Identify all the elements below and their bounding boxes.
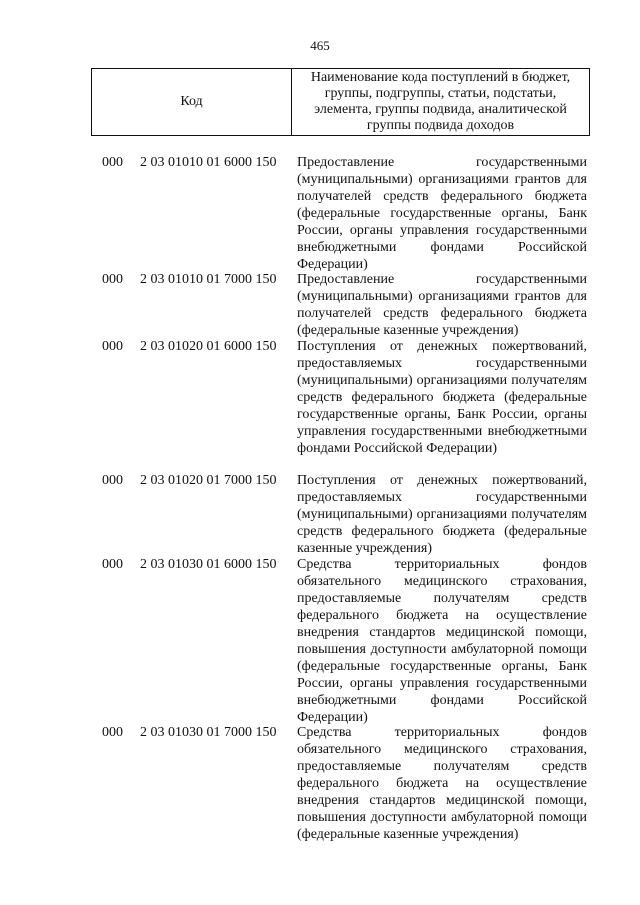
revenue-code: 2 03 01030 01 7000 150 xyxy=(140,725,277,740)
revenue-code: 2 03 01030 01 6000 150 xyxy=(140,557,277,572)
revenue-code: 2 03 01020 01 7000 150 xyxy=(140,473,277,488)
revenue-name: Средства территориальных фондов обязательного медицинского страхования, предоставляемые получателям средств федерального бюджета на осуществление внедрения стандартов медицинской помощи, повышения доступности амбулаторной помощи (федеральные государственные органы, Банк России, органы управления государственными внебюджетными фондами Российской Федерации) xyxy=(297,557,587,725)
admin-code: 000 xyxy=(102,725,123,740)
revenue-name: Поступления от денежных пожертвований, предоставляемых государственными (муниципальными) организациями получателям средств федерального бюджета (федеральные казенные учреждения) xyxy=(297,473,587,556)
revenue-name: Поступления от денежных пожертвований, предоставляемых государственными (муниципальными) организациями получателям средств федерального бюджета (федеральные государственные органы, Банк России, органы управления государственными внебюджетными фондами Российской Федерации) xyxy=(297,339,587,456)
revenue-code: 2 03 01010 01 6000 150 xyxy=(140,155,277,170)
admin-code: 000 xyxy=(102,557,123,572)
admin-code: 000 xyxy=(102,473,123,488)
admin-code: 000 xyxy=(102,272,123,287)
page-number: 465 xyxy=(310,38,330,53)
header-code-cell: Код xyxy=(92,69,292,135)
table-header xyxy=(91,68,590,136)
revenue-code: 2 03 01010 01 7000 150 xyxy=(140,272,277,287)
revenue-code: 2 03 01020 01 6000 150 xyxy=(140,339,277,354)
revenue-name: Предоставление государственными (муниципальными) организациями грантов для получателей средств федерального бюджета (федеральные государственные органы, Банк России, органы управления государственными внебюджетными фондами Российской Федерации) xyxy=(297,155,587,272)
revenue-name: Предоставление государственными (муниципальными) организациями грантов для получателей средств федерального бюджета (федеральные казенные учреждения) xyxy=(297,272,587,338)
header-name-cell: Наименование кода поступлений в бюджет, группы, подгруппы, статьи, подстатьи, элемента, группы подвида, аналитической группы подвида доходов xyxy=(310,70,571,133)
admin-code: 000 xyxy=(102,339,123,354)
revenue-name: Средства территориальных фондов обязательного медицинского страхования, предоставляемые получателям средств федерального бюджета на осуществление внедрения стандартов медицинской помощи, повышения доступности амбулаторной помощи (федеральные казенные учреждения) xyxy=(297,725,587,842)
admin-code: 000 xyxy=(102,155,123,170)
